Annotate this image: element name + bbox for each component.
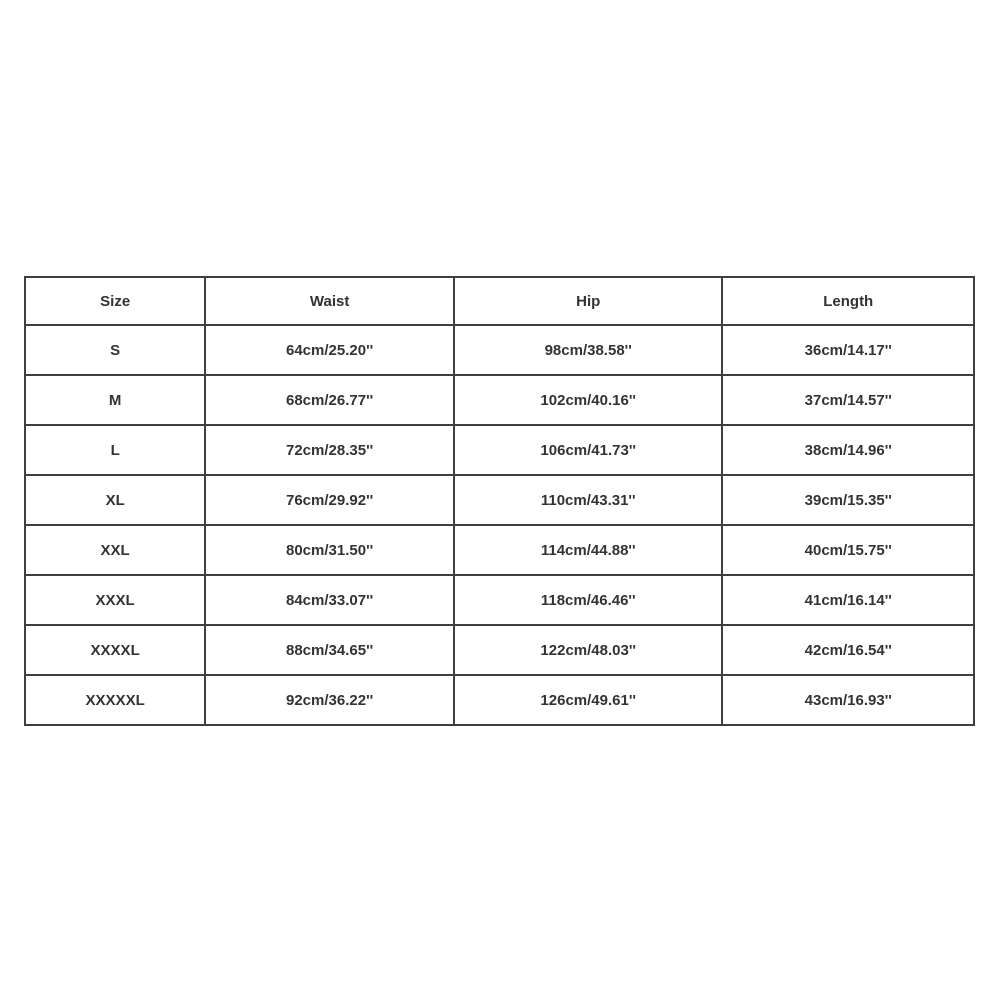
table-header-row	[25, 277, 974, 325]
hip-cell: 98cm/38.58''	[454, 325, 723, 375]
waist-cell: 76cm/29.92''	[205, 475, 454, 525]
length-cell: 40cm/15.75''	[722, 525, 974, 575]
column-header-hip: Hip	[454, 277, 723, 325]
hip-cell: 126cm/49.61''	[454, 675, 723, 725]
size-cell: M	[25, 375, 205, 425]
table-row	[25, 375, 974, 425]
length-cell: 43cm/16.93''	[722, 675, 974, 725]
waist-cell: 88cm/34.65''	[205, 625, 454, 675]
waist-cell: 64cm/25.20''	[205, 325, 454, 375]
table-row	[25, 525, 974, 575]
waist-cell: 84cm/33.07''	[205, 575, 454, 625]
hip-cell: 106cm/41.73''	[454, 425, 723, 475]
table-row	[25, 575, 974, 625]
length-cell: 42cm/16.54''	[722, 625, 974, 675]
size-cell: XXL	[25, 525, 205, 575]
size-cell: L	[25, 425, 205, 475]
size-cell: XXXXXL	[25, 675, 205, 725]
hip-cell: 114cm/44.88''	[454, 525, 723, 575]
hip-cell: 110cm/43.31''	[454, 475, 723, 525]
hip-cell: 122cm/48.03''	[454, 625, 723, 675]
table-row	[25, 675, 974, 725]
length-cell: 36cm/14.17''	[722, 325, 974, 375]
column-header-size: Size	[25, 277, 205, 325]
size-cell: XL	[25, 475, 205, 525]
size-cell: XXXL	[25, 575, 205, 625]
length-cell: 37cm/14.57''	[722, 375, 974, 425]
table-row	[25, 475, 974, 525]
table-row	[25, 625, 974, 675]
waist-cell: 92cm/36.22''	[205, 675, 454, 725]
waist-cell: 68cm/26.77''	[205, 375, 454, 425]
length-cell: 39cm/15.35''	[722, 475, 974, 525]
hip-cell: 102cm/40.16''	[454, 375, 723, 425]
table-row	[25, 425, 974, 475]
size-cell: S	[25, 325, 205, 375]
length-cell: 38cm/14.96''	[722, 425, 974, 475]
table-row	[25, 325, 974, 375]
size-chart-table	[24, 276, 975, 726]
column-header-waist: Waist	[205, 277, 454, 325]
waist-cell: 72cm/28.35''	[205, 425, 454, 475]
hip-cell: 118cm/46.46''	[454, 575, 723, 625]
length-cell: 41cm/16.14''	[722, 575, 974, 625]
size-cell: XXXXL	[25, 625, 205, 675]
waist-cell: 80cm/31.50''	[205, 525, 454, 575]
column-header-length: Length	[722, 277, 974, 325]
